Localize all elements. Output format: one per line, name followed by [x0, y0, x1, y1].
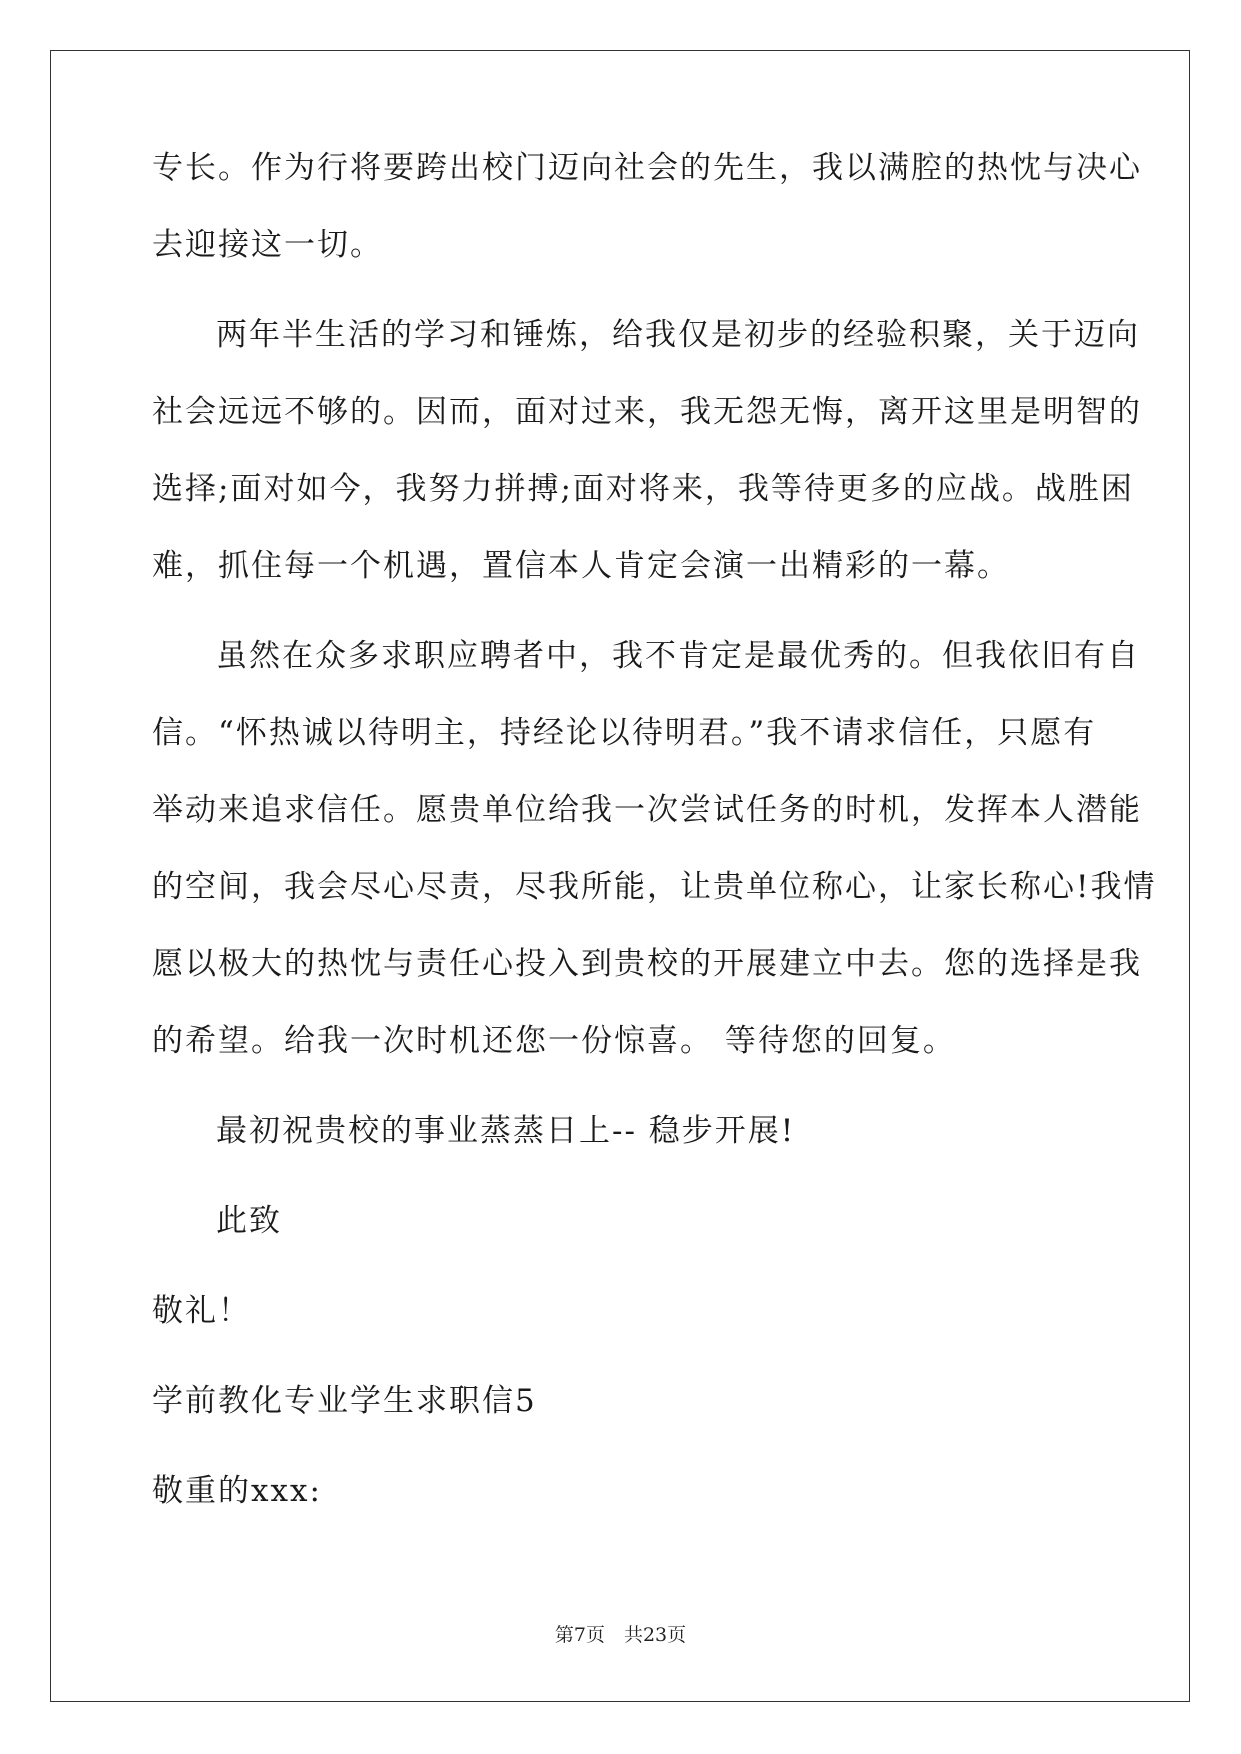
- paragraph-line: 愿以极大的热忱与责任心投入到贵校的开展建立中去。您的选择是我: [152, 946, 1142, 982]
- greeting-line: 敬重的xxx:: [152, 1473, 322, 1509]
- paragraph-line: 举动来追求信任。愿贵单位给我一次尝试任务的时机，发挥本人潜能: [152, 792, 1142, 828]
- paragraph-line: 社会远远不够的。因而，面对过来，我无怨无悔，离开这里是明智的: [152, 394, 1142, 430]
- paragraph-line: 选择;面对如今，我努力拼搏;面对将来，我等待更多的应战。战胜困: [152, 471, 1134, 507]
- paragraph-line: 信。“怀热诚以待明主，持经论以待明君。”我不请求信任，只愿有: [152, 715, 1097, 751]
- paragraph-line: 的希望。给我一次时机还您一份惊喜。 等待您的回复。: [152, 1023, 956, 1059]
- paragraph-line: 难，抓住每一个机遇，置信本人肯定会演一出精彩的一幕。: [152, 548, 1010, 584]
- page-footer: [0, 1620, 1241, 1647]
- paragraph-line: 虽然在众多求职应聘者中，我不肯定是最优秀的。但我依旧有自: [216, 638, 1140, 674]
- paragraph-line: 专长。作为行将要跨出校门迈向社会的先生，我以满腔的热忱与决心: [152, 150, 1142, 186]
- section-heading: 学前教化专业学生求职信5: [152, 1383, 537, 1419]
- page-number: 第7页 共23页: [554, 1624, 687, 1646]
- salutation-line: 敬礼！: [152, 1293, 251, 1329]
- paragraph-line: 两年半生活的学习和锤炼，给我仅是初步的经验积聚，关于迈向: [216, 317, 1140, 353]
- paragraph-line: 最初祝贵校的事业蒸蒸日上-- 稳步开展!: [216, 1113, 796, 1149]
- paragraph-line: 的空间，我会尽心尽责，尽我所能，让贵单位称心，让家长称心!我情: [152, 869, 1157, 905]
- paragraph-line: 去迎接这一切。: [152, 227, 383, 263]
- closing-line: 此致: [216, 1203, 282, 1239]
